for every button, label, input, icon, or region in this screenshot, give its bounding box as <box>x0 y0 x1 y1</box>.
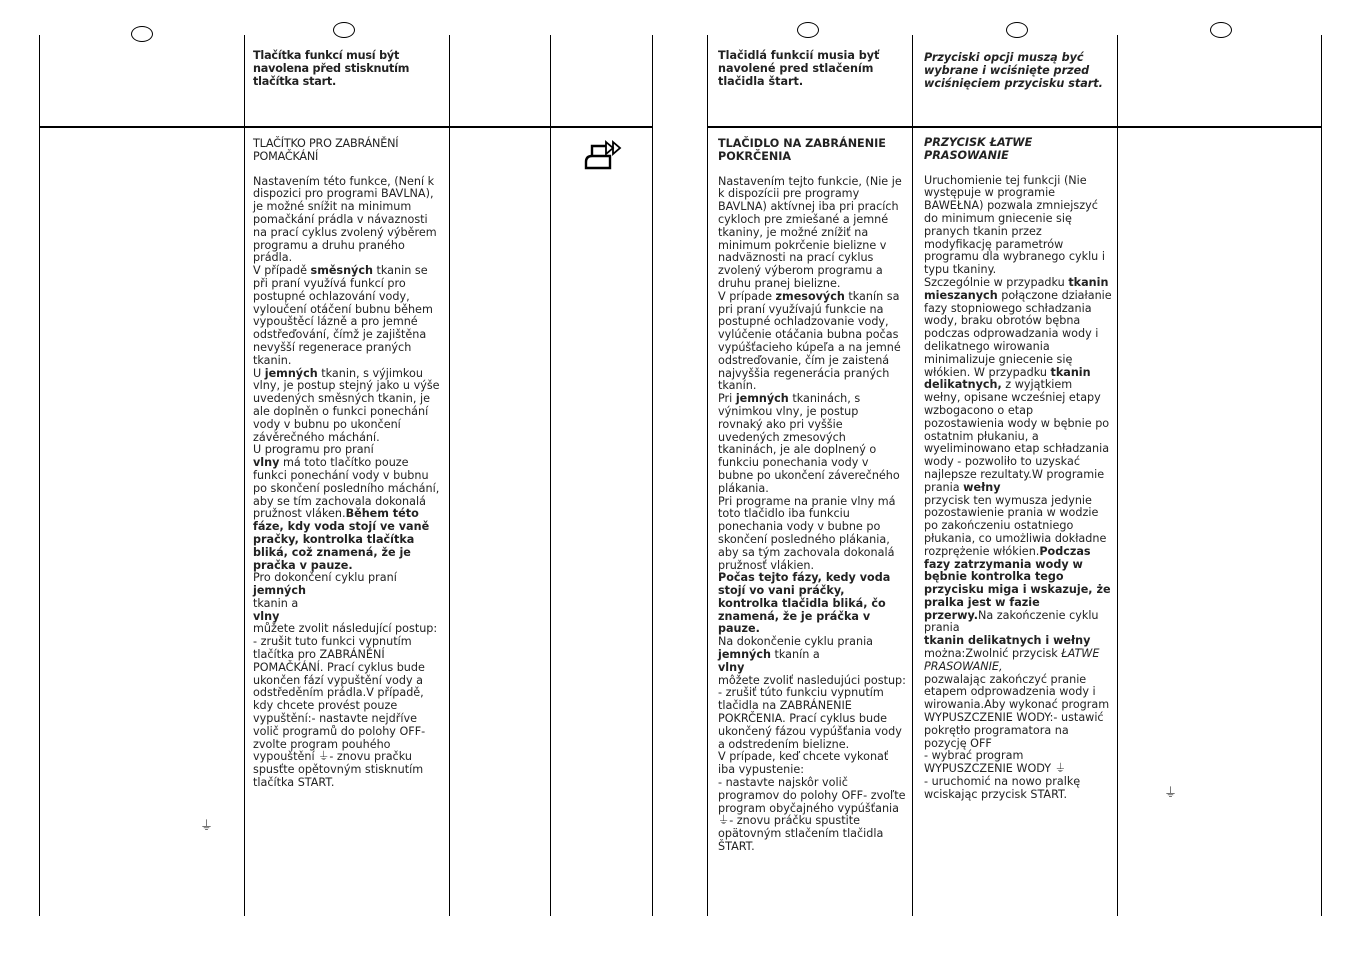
paragraph <box>253 176 443 266</box>
cz-title: TLAČÍTKO PRO ZABRÁNĚNÍ POMAČKÁNÍ <box>253 137 399 163</box>
drain-icon: ⏚ <box>200 819 214 834</box>
text-run: - ustawić pokrętło programatora na pozycję OFF <box>924 711 1104 750</box>
paragraph <box>924 175 1112 277</box>
text-run: môžete zvoliť nasledujúci postup: - zrušiť túto funkciu vypnutím tlačidla na ZABRÁNENIE POKRČENIA. Prací cyklus bude ukončený fázou vypúšťania vody a odstredením bielizne. <box>718 673 906 751</box>
text-run: jemných <box>253 584 306 598</box>
divider <box>707 35 708 916</box>
sk-title: TLAČIDLO NA ZABRÁNENIE POKRČENIA <box>718 137 886 163</box>
text-run: Počas tejto fázy, kedy voda stojí vo vani práčky, kontrolka tlačidla bliká, čo znamená, že je práčka v pauze. <box>718 571 891 636</box>
paragraph <box>718 393 906 495</box>
cz-body <box>253 176 443 790</box>
paragraph <box>253 636 443 790</box>
text-run: zmesových <box>775 289 845 303</box>
language-flag-icon <box>797 22 819 38</box>
text-run: Uruchomienie tej funkcji (Nie występuje w programie BAWEŁNA) pozwala zmniejszyć do minimum gniecenie się pranych tkanin przez modyfikację parametrów programu dla wybranego cyklu i typu tkaniny. <box>924 173 1105 277</box>
text-run: - wybrać program WYPUSZCZENIE WODY ⏚ <box>924 749 1066 776</box>
divider <box>652 35 653 916</box>
header-note-sk: Tlačidlá funkcií musia byť navolené pred stlačením tlačidla štart. <box>718 49 880 88</box>
text-run: tkanin se při praní využívá funkcí pro postupné ochlazování vody, vyloučení otáčení bubnu během vypouštěcí lázně a pro jemné odstřeďování, čímž je zajištěna nevyšší regenerace praných tkanin. <box>253 264 433 367</box>
text-run: U programu pro praní <box>253 443 374 457</box>
language-flag-icon <box>1006 22 1028 38</box>
paragraph <box>718 176 906 291</box>
text-run: z wyjątkiem wełny, opisane wcześniej etapy wzbogacono o etap pozostawienia wody w bębnie po ostatnim płukaniu, a wyeliminowano etap schładzania wody - pozwoliło to uzyskać najlepsze rezultaty. <box>924 378 1110 481</box>
text-run: jemných <box>735 392 789 406</box>
text-run: Podczas fazy zatrzymania wody w bębnie kontrolka tego przycisku miga i wskazuje, że pralka jest w fazie przerwy. <box>924 544 1111 622</box>
paragraph <box>718 751 906 777</box>
language-flag-icon <box>1210 22 1232 38</box>
text-run: pozwalając zakończyć pranie etapem odprowadzenia wody i wirowania. <box>924 672 1096 712</box>
text-run: - zrušit tuto funkci vypnutím tlačítka pro ZABRÁNĚNÍ POMAČKÁNÍ. Prací cyklus bude ukončen fází vypuštění vody a odstředěním prádla. <box>253 635 425 700</box>
sk-column <box>718 138 906 854</box>
cz-column <box>253 138 443 790</box>
text-run: tkanín a <box>770 648 820 662</box>
paragraph <box>718 572 906 636</box>
divider <box>244 35 245 916</box>
text-run: W programie prania <box>924 467 1105 494</box>
text-run: - nastavte najskôr volič programov do polohy OFF <box>718 776 864 802</box>
text-run: tkanin, s výjimkou vlny, je postup stejný jako u výše uvedených směsných tkanin, je ale doplněn o funkci ponechání vody v bubnu po ukončení závěrečného máchání. <box>253 366 440 444</box>
text-run: ŁATWE PRASOWANIE, <box>924 647 1100 673</box>
text-run: - uruchomić na nowo pralkę wciskając przycisk START. <box>924 775 1081 801</box>
paragraph <box>924 495 1112 636</box>
paragraph <box>924 277 1112 495</box>
paragraph <box>718 291 906 393</box>
text-run: - znovu práčku spustite opätovným stlačením tlačidla ŠTART. <box>718 814 884 854</box>
text-run: tkanin mieszanych <box>924 275 1109 302</box>
text-run: tkanín sa pri praní využívajú funkcie na postupné ochladzovanie vody, vylúčenie otáčania bubna počas vypúšťacieho kúpeľa a na jemné odstreďovanie, čím je zaistená najvyššia regenerácia praných tkanín. <box>718 289 901 393</box>
text-run: směsných <box>310 264 373 278</box>
text-run: V prípade, keď chcete vykonať iba vypustenie: <box>718 750 889 777</box>
drain-icon: ⏚ <box>1164 786 1178 801</box>
pl-title: PRZYCISK ŁATWE PRASOWANIE <box>924 136 1033 162</box>
text-run: tkanin delikatnych, <box>924 365 1091 392</box>
easy-iron-icon <box>582 136 624 172</box>
text-run: V případě, kdy chcete provést pouze vypuštění: <box>253 686 424 726</box>
pl-column <box>924 137 1112 802</box>
divider <box>449 35 450 916</box>
section-divider <box>707 126 1322 128</box>
header-note-cz: Tlačítka funkcí musí být navolena před stisknutím tlačítka start. <box>253 49 410 88</box>
paragraph <box>718 675 906 752</box>
pl-body <box>924 175 1112 802</box>
text-run: Během této fáze, kdy voda stojí ve vaně pračky, kontrolka tlačítka bliká, což znamená, že je pračka v pauze. <box>253 507 430 572</box>
text-run: V prípade <box>718 289 776 303</box>
divider <box>1321 35 1322 916</box>
text-run: jemných <box>264 366 318 380</box>
text-run: - nastavte nejdříve volič programů do polohy OFF <box>253 712 422 738</box>
text-run: Pri programe na pranie vlny má toto tlačidlo iba funkciu ponechania vody v bubne po skončení posledného plákania, aby sa tým zachovala dokonalá pružnosť vlákien. <box>718 494 896 572</box>
paragraph <box>924 776 1112 802</box>
paragraph <box>253 457 443 572</box>
paragraph <box>253 368 443 445</box>
paragraph <box>718 496 906 573</box>
divider <box>912 35 913 916</box>
text-run: Pri <box>718 392 736 406</box>
language-flag-icon <box>131 26 153 42</box>
text-run: má toto tlačítko pouze funkci ponechání vody v bubnu po skončení posledního máchání, aby se tím zachovala dokonalá pružnost vláken. <box>253 456 440 521</box>
text-run: vlny <box>718 660 745 674</box>
text-run: - zvolte program pouhého vypouštění ⏚ <box>253 724 426 764</box>
text-run: tkanin a <box>253 596 299 610</box>
text-run: tkanin delikatnych i wełny <box>924 634 1091 648</box>
text-run: tkaninách, s výnimkou vlny, je postup rovnaký ako pri vyššie uvedených zmesových tkaninách, je ale doplnený o funkciu ponechania vody v bubne po ukončení záverečného plákania. <box>718 392 900 495</box>
text-run: vlny <box>253 456 280 470</box>
text-run: przycisk ten wymusza jedynie pozostawienie prania w wodzie po zakończeniu ostatniego płukania, co umożliwia dokładne rozprężenie włókien. <box>924 493 1107 558</box>
paragraph <box>718 777 906 854</box>
text-run: V případě <box>253 264 311 278</box>
paragraph <box>924 674 1112 751</box>
language-flag-icon <box>333 22 355 38</box>
divider <box>39 35 40 916</box>
text-run: można: <box>924 647 966 661</box>
text-run: U <box>253 366 265 380</box>
text-run: połączone działanie fazy stopniowego schładzania wody, braku obrotów bębna podczas odprowadzania wody i delikatnego wirowania minimalizuje gniecenie się włókien. W przypadku <box>924 288 1112 379</box>
text-run: vlny <box>253 609 280 623</box>
sk-body <box>718 176 906 854</box>
text-run: Zwolnić przycisk <box>965 647 1062 661</box>
divider <box>550 35 551 916</box>
section-divider <box>39 126 653 128</box>
text-run: - znovu pračku spusťte opětovným stisknutím tlačítka START. <box>253 750 424 790</box>
paragraph <box>924 648 1112 674</box>
paragraph <box>253 598 443 611</box>
text-run: Na dokončenie cyklu prania <box>718 635 874 649</box>
text-run: Pro dokončení cyklu praní <box>253 571 397 585</box>
text-run: můžete zvolit následující postup: <box>253 622 438 636</box>
text-run: Na zakończenie cyklu prania <box>924 608 1099 635</box>
text-run: Aby wykonać program WYPUSZCZENIE WODY: <box>924 698 1110 725</box>
text-run: wełny <box>963 480 1001 494</box>
paragraph <box>718 636 906 662</box>
divider <box>1117 35 1118 916</box>
paragraph <box>924 750 1112 776</box>
text-run: Nastavením tejto funkcie, (Nie je k dispozícii pre programy BAVLNA) aktívnej iba pri pracích cykloch pre zmiešané a jemné tkaniny, je možné znížiť na minimum pokrčenie bielizne v nadväznosti na prací cyklus zvolený výberom programu a druhu pranej bielizne. <box>718 174 902 290</box>
text-run: jemných <box>718 648 771 662</box>
text-run: Nastavením této funkce, (Není k dispozici pro programi BAVLNA), je možné snížit na minimum pomačkání prádla v návaznosti na prací cyklus zvolený výběrem programu a druhu praného prádla. <box>253 174 437 265</box>
paragraph <box>253 265 443 367</box>
header-note-pl: Przyciski opcji muszą być wybrane i wciśnięte przed wciśnięciem przycisku start. <box>924 51 1103 90</box>
text-run: - zvoľte program obyčajného vypúšťania ⏚ <box>718 788 906 828</box>
text-run: Szczególnie w przypadku <box>924 275 1069 289</box>
